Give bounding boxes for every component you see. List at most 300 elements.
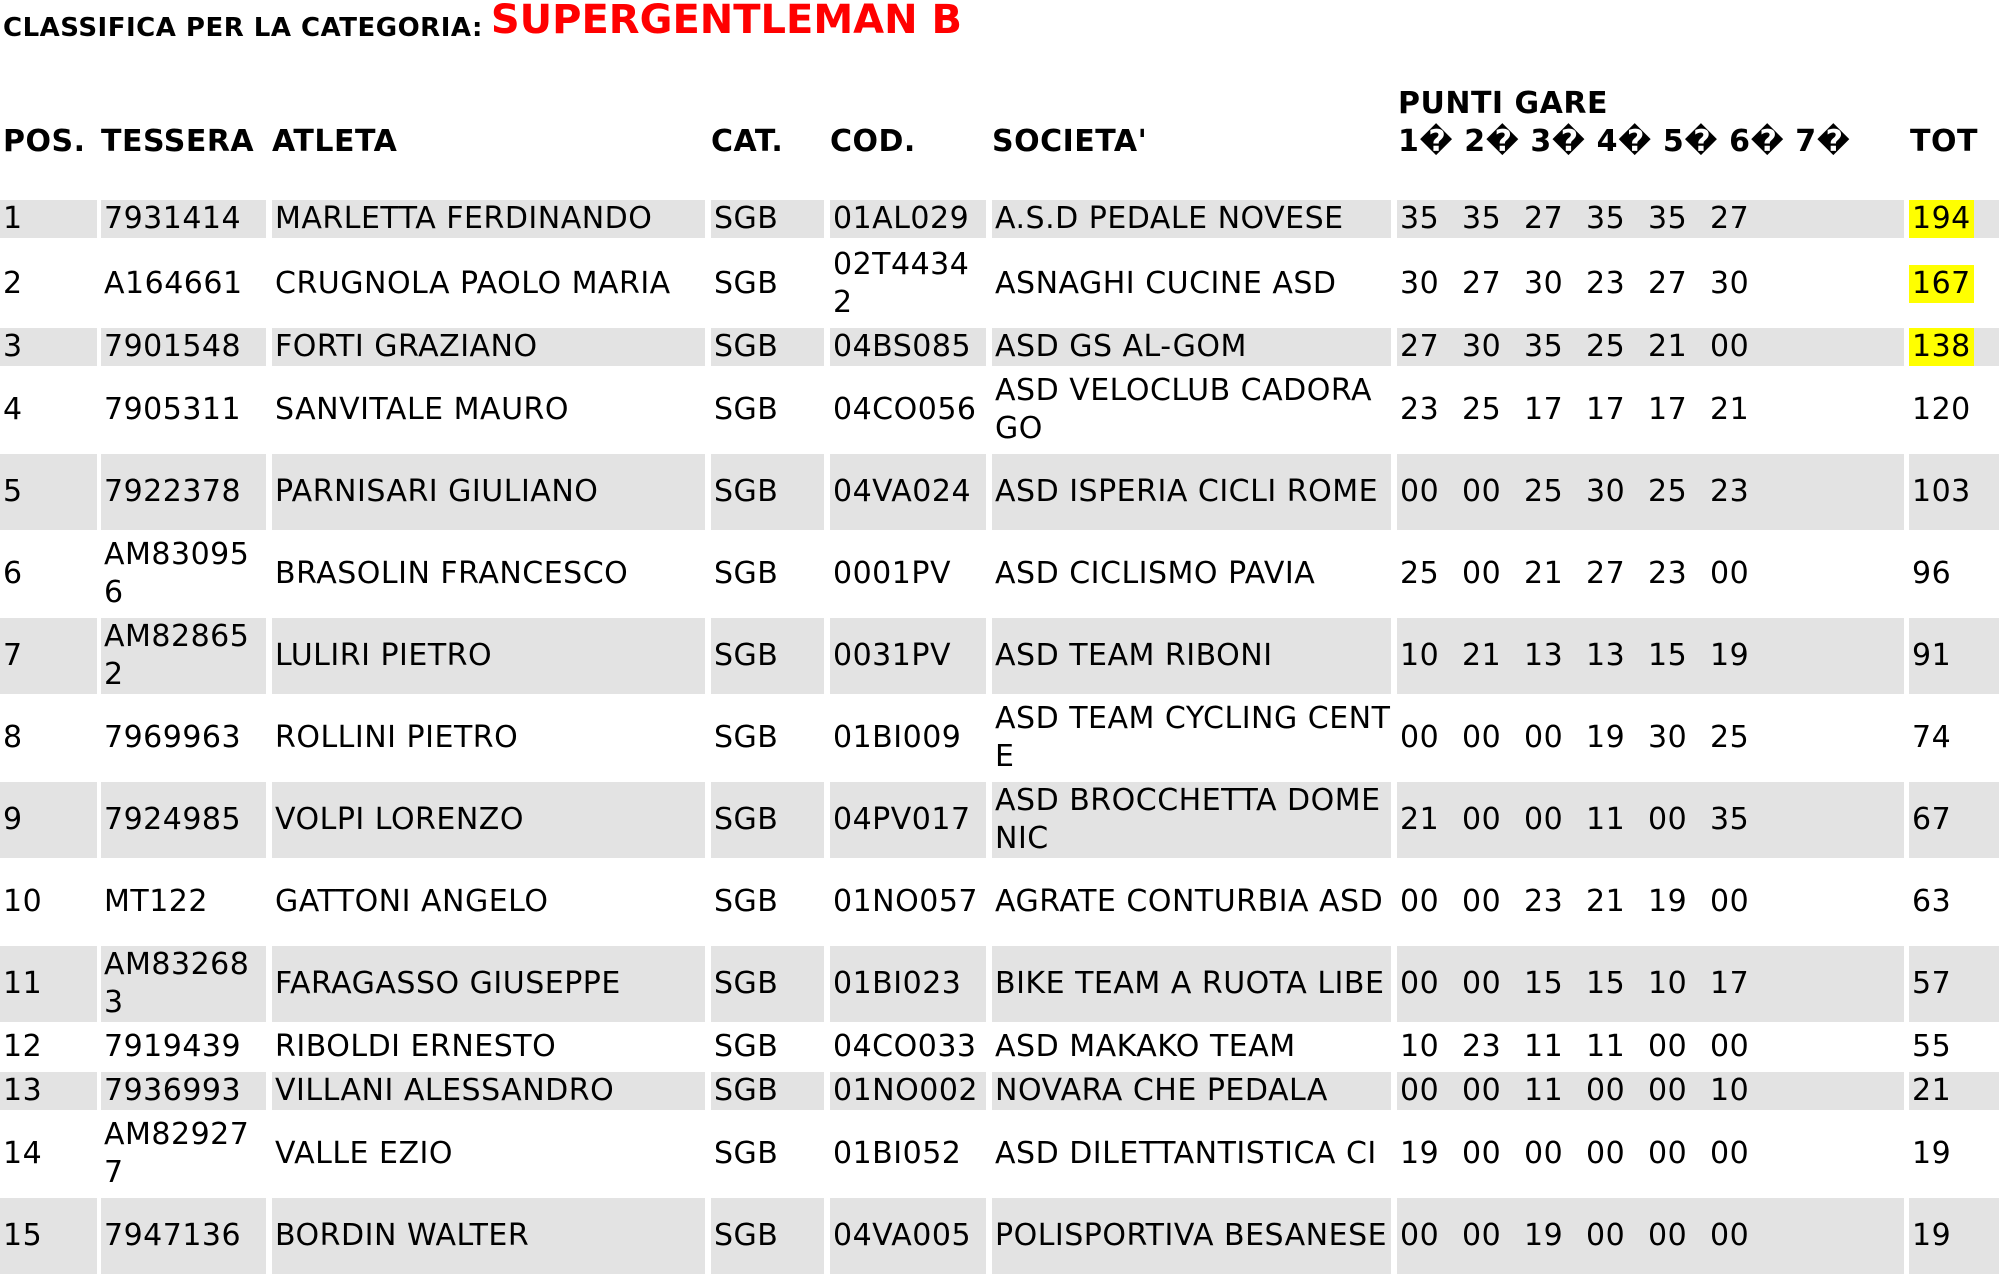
cell-atleta <box>272 864 705 940</box>
cell-atleta <box>272 618 705 694</box>
race-points: 00 <box>1400 720 1440 755</box>
cell-cod <box>830 372 986 448</box>
race-points: 00 <box>1462 1218 1502 1253</box>
table-row <box>0 700 1999 776</box>
cell-societa <box>992 1072 1391 1110</box>
table-row <box>0 536 1999 612</box>
societa-value: ASD DILETTANTISTICA CI <box>995 1136 1377 1171</box>
cod-value: 04BS085 <box>833 329 972 364</box>
cell-cat <box>711 782 824 858</box>
cod-value: 01AL029 <box>833 201 970 236</box>
tot-value: 21 <box>1912 1073 1952 1108</box>
race-points: 25 <box>1400 556 1440 591</box>
race-points: 27 <box>1462 266 1502 301</box>
cell-tessera <box>101 200 266 238</box>
race-points: 21 <box>1648 329 1688 364</box>
race-points: 35 <box>1400 201 1440 236</box>
punti-value <box>1400 965 1772 1003</box>
cell-cat <box>711 700 824 776</box>
cell-cat <box>711 200 824 238</box>
cell-tessera <box>101 1198 266 1274</box>
cell-tessera <box>101 536 266 612</box>
tessera-value: A164661 <box>104 266 243 301</box>
race-points: 00 <box>1400 1073 1440 1108</box>
category-name: SUPERGENTLEMAN B <box>490 0 962 43</box>
cell-tot <box>1909 700 1999 776</box>
cod-value: 01BI023 <box>833 966 962 1001</box>
race-points: 00 <box>1462 966 1502 1001</box>
race-points: 00 <box>1586 1218 1626 1253</box>
cell-tot <box>1909 454 1999 530</box>
cod-value: 04VA005 <box>833 1218 972 1253</box>
cell-tot <box>1909 1116 1999 1192</box>
cat-value: SGB <box>714 966 779 1001</box>
tot-value: 91 <box>1912 638 1952 673</box>
cell-atleta <box>272 200 705 238</box>
header-pos: POS. <box>3 124 86 159</box>
cell-atleta <box>272 536 705 612</box>
race-points: 00 <box>1462 556 1502 591</box>
cell-punti <box>1397 1198 1904 1274</box>
race-points: 21 <box>1462 638 1502 673</box>
pos-value: 5 <box>3 474 23 509</box>
cat-value: SGB <box>714 392 779 427</box>
cell-cat <box>711 618 824 694</box>
cell-societa <box>992 328 1391 366</box>
tessera-value: MT122 <box>104 884 208 919</box>
cell-cod <box>830 1028 986 1066</box>
cell-cod <box>830 200 986 238</box>
table-row <box>0 372 1999 448</box>
cell-tot <box>1909 946 1999 1022</box>
cell-cat <box>711 1028 824 1066</box>
tot-value: 96 <box>1912 556 1952 591</box>
pos-value: 3 <box>3 329 23 364</box>
race-points: 25 <box>1648 474 1688 509</box>
cell-cat <box>711 536 824 612</box>
race-points: 00 <box>1524 720 1564 755</box>
cell-atleta <box>272 1198 705 1274</box>
cell-pos <box>0 1198 97 1274</box>
tot-value: 55 <box>1912 1029 1952 1064</box>
tessera-value: AM828652 <box>104 619 250 692</box>
cell-cod <box>830 864 986 940</box>
cell-pos <box>0 1072 97 1110</box>
cell-punti <box>1397 946 1904 1022</box>
pos-value: 2 <box>3 266 23 301</box>
cell-cat <box>711 1116 824 1192</box>
pos-value: 4 <box>3 392 23 427</box>
race-points: 30 <box>1524 266 1564 301</box>
cell-cod <box>830 1116 986 1192</box>
cell-societa <box>992 246 1391 322</box>
race-points: 00 <box>1586 1136 1626 1171</box>
cell-tot <box>1909 1072 1999 1110</box>
race-points: 00 <box>1710 556 1750 591</box>
race-points: 13 <box>1586 638 1626 673</box>
societa-value: BIKE TEAM A RUOTA LIBE <box>995 966 1385 1001</box>
pos-value: 6 <box>3 556 23 591</box>
race-points: 30 <box>1710 266 1750 301</box>
societa-value: AGRATE CONTURBIA ASD <box>995 884 1384 919</box>
punti-value <box>1400 473 1772 511</box>
tot-value: 67 <box>1912 802 1952 837</box>
race-points: 00 <box>1710 1218 1750 1253</box>
cod-value: 01BI052 <box>833 1136 962 1171</box>
tot-value: 57 <box>1912 966 1952 1001</box>
cell-pos <box>0 782 97 858</box>
atleta-value: ROLLINI PIETRO <box>275 720 519 755</box>
tot-highlight: 138 <box>1909 328 1974 366</box>
race-points: 10 <box>1400 1029 1440 1064</box>
cat-value: SGB <box>714 638 779 673</box>
cell-pos <box>0 1028 97 1066</box>
title-label: CLASSIFICA PER LA CATEGORIA: <box>3 13 483 43</box>
cell-atleta <box>272 700 705 776</box>
cell-societa <box>992 700 1391 776</box>
race-points: 17 <box>1648 392 1688 427</box>
societa-value: ASD GS AL-GOM <box>995 329 1247 364</box>
cell-tessera <box>101 618 266 694</box>
race-points: 00 <box>1586 1073 1626 1108</box>
header-cod: COD. <box>830 124 916 159</box>
cell-societa <box>992 618 1391 694</box>
cell-cod <box>830 782 986 858</box>
race-points: 11 <box>1524 1073 1564 1108</box>
cell-tessera <box>101 1028 266 1066</box>
punti-value <box>1400 265 1772 303</box>
race-points: 11 <box>1586 1029 1626 1064</box>
cod-value: 04CO056 <box>833 392 977 427</box>
race-points: 00 <box>1710 1029 1750 1064</box>
punti-value <box>1400 801 1772 839</box>
atleta-value: PARNISARI GIULIANO <box>275 474 599 509</box>
cell-atleta <box>272 946 705 1022</box>
cell-atleta <box>272 782 705 858</box>
race-points: 19 <box>1710 638 1750 673</box>
cell-atleta <box>272 454 705 530</box>
societa-value: ASNAGHI CUCINE ASD <box>995 266 1337 301</box>
race-points: 10 <box>1710 1073 1750 1108</box>
table-row <box>0 1028 1999 1066</box>
header-punti-gare: PUNTI GARE <box>1398 86 1608 121</box>
tessera-value: 7924985 <box>104 802 242 837</box>
cod-value: 01NO002 <box>833 1073 978 1108</box>
cell-tessera <box>101 1116 266 1192</box>
race-points: 17 <box>1710 966 1750 1001</box>
table-row <box>0 864 1999 940</box>
race-points: 00 <box>1648 802 1688 837</box>
cell-cod <box>830 454 986 530</box>
cell-tot <box>1909 246 1999 322</box>
page-title <box>3 0 962 42</box>
race-points: 15 <box>1586 966 1626 1001</box>
header-atleta: ATLETA <box>272 124 398 159</box>
pos-value: 14 <box>3 1136 43 1171</box>
punti-value <box>1400 328 1772 366</box>
cell-cod <box>830 1072 986 1110</box>
cell-cat <box>711 246 824 322</box>
race-points: 00 <box>1400 966 1440 1001</box>
cell-punti <box>1397 454 1904 530</box>
table-row <box>0 782 1999 858</box>
cell-atleta <box>272 246 705 322</box>
race-points: 30 <box>1462 329 1502 364</box>
cell-cat <box>711 946 824 1022</box>
cell-punti <box>1397 1116 1904 1192</box>
cell-cod <box>830 618 986 694</box>
race-points: 11 <box>1586 802 1626 837</box>
table-row <box>0 246 1999 322</box>
atleta-value: BRASOLIN FRANCESCO <box>275 556 629 591</box>
cell-pos <box>0 246 97 322</box>
cell-pos <box>0 328 97 366</box>
punti-value <box>1400 391 1772 429</box>
atleta-value: VOLPI LORENZO <box>275 802 524 837</box>
cell-tot <box>1909 618 1999 694</box>
cat-value: SGB <box>714 884 779 919</box>
table-row <box>0 454 1999 530</box>
race-points: 00 <box>1710 329 1750 364</box>
cell-tot <box>1909 1198 1999 1274</box>
atleta-value: FORTI GRAZIANO <box>275 329 538 364</box>
pos-value: 1 <box>3 201 23 236</box>
cod-value: 04VA024 <box>833 474 972 509</box>
cell-societa <box>992 864 1391 940</box>
race-points: 19 <box>1648 884 1688 919</box>
cat-value: SGB <box>714 266 779 301</box>
cell-societa <box>992 200 1391 238</box>
race-points: 23 <box>1710 474 1750 509</box>
cell-tessera <box>101 454 266 530</box>
cell-punti <box>1397 536 1904 612</box>
cell-societa <box>992 946 1391 1022</box>
cell-punti <box>1397 372 1904 448</box>
tessera-value: 7922378 <box>104 474 242 509</box>
race-points: 21 <box>1586 884 1626 919</box>
race-points: 27 <box>1648 266 1688 301</box>
cat-value: SGB <box>714 1218 779 1253</box>
race-points: 00 <box>1524 802 1564 837</box>
cell-societa <box>992 1116 1391 1192</box>
race-points: 25 <box>1710 720 1750 755</box>
table-row <box>0 200 1999 238</box>
cell-tessera <box>101 328 266 366</box>
cell-pos <box>0 618 97 694</box>
cell-tot <box>1909 1028 1999 1066</box>
tot-value: 19 <box>1912 1218 1952 1253</box>
cell-pos <box>0 372 97 448</box>
cod-value: 04CO033 <box>833 1029 977 1064</box>
race-points: 23 <box>1462 1029 1502 1064</box>
cell-tot <box>1909 328 1999 366</box>
table-row <box>0 946 1999 1022</box>
race-points: 21 <box>1524 556 1564 591</box>
tessera-value: 7969963 <box>104 720 242 755</box>
race-points: 10 <box>1400 638 1440 673</box>
societa-value: ASD VELOCLUB CADORAGO <box>995 373 1373 446</box>
tot-value: 19 <box>1912 1136 1952 1171</box>
cell-atleta <box>272 372 705 448</box>
tessera-value: 7901548 <box>104 329 242 364</box>
race-points: 23 <box>1586 266 1626 301</box>
cell-pos <box>0 454 97 530</box>
race-points: 25 <box>1524 474 1564 509</box>
race-points: 21 <box>1400 802 1440 837</box>
atleta-value: BORDIN WALTER <box>275 1218 530 1253</box>
tessera-value: 7947136 <box>104 1218 242 1253</box>
societa-value: ASD TEAM CYCLING CENTE <box>995 701 1391 774</box>
punti-value <box>1400 1028 1772 1066</box>
societa-value: ASD CICLISMO PAVIA <box>995 556 1316 591</box>
cat-value: SGB <box>714 720 779 755</box>
cell-societa <box>992 536 1391 612</box>
cell-punti <box>1397 864 1904 940</box>
pos-value: 7 <box>3 638 23 673</box>
tessera-value: 7936993 <box>104 1073 242 1108</box>
race-points: 30 <box>1400 266 1440 301</box>
punti-value <box>1400 883 1772 921</box>
race-points: 35 <box>1524 329 1564 364</box>
pos-value: 15 <box>3 1218 43 1253</box>
pos-value: 13 <box>3 1073 43 1108</box>
race-points: 00 <box>1462 720 1502 755</box>
cat-value: SGB <box>714 1136 779 1171</box>
table-row <box>0 618 1999 694</box>
cell-societa <box>992 1198 1391 1274</box>
race-points: 25 <box>1462 392 1502 427</box>
race-points: 15 <box>1648 638 1688 673</box>
cell-societa <box>992 782 1391 858</box>
cell-pos <box>0 864 97 940</box>
cell-punti <box>1397 200 1904 238</box>
race-points: 23 <box>1648 556 1688 591</box>
cell-pos <box>0 700 97 776</box>
cell-cod <box>830 1198 986 1274</box>
atleta-value: VALLE EZIO <box>275 1136 454 1171</box>
cat-value: SGB <box>714 201 779 236</box>
cod-value: 0031PV <box>833 638 951 673</box>
cell-tot <box>1909 200 1999 238</box>
tessera-value: AM832683 <box>104 947 250 1020</box>
cell-cod <box>830 700 986 776</box>
race-points: 00 <box>1400 474 1440 509</box>
cell-atleta <box>272 1072 705 1110</box>
cell-cod <box>830 246 986 322</box>
atleta-value: RIBOLDI ERNESTO <box>275 1029 557 1064</box>
race-points: 30 <box>1648 720 1688 755</box>
race-points: 17 <box>1586 392 1626 427</box>
cell-cat <box>711 864 824 940</box>
cell-pos <box>0 536 97 612</box>
atleta-value: CRUGNOLA PAOLO MARIA <box>275 266 671 301</box>
punti-value <box>1400 637 1772 675</box>
pos-value: 11 <box>3 966 43 1001</box>
punti-value <box>1400 719 1772 757</box>
cat-value: SGB <box>714 1073 779 1108</box>
cell-pos <box>0 1116 97 1192</box>
race-points: 21 <box>1710 392 1750 427</box>
atleta-value: LULIRI PIETRO <box>275 638 493 673</box>
race-points: 13 <box>1524 638 1564 673</box>
cell-cod <box>830 946 986 1022</box>
cell-societa <box>992 372 1391 448</box>
pos-value: 9 <box>3 802 23 837</box>
cell-tessera <box>101 372 266 448</box>
cell-punti <box>1397 328 1904 366</box>
header-tessera: TESSERA <box>101 124 255 159</box>
race-points: 23 <box>1524 884 1564 919</box>
race-points: 30 <box>1586 474 1626 509</box>
race-points: 17 <box>1524 392 1564 427</box>
header-races: 1� 2� 3� 4� 5� 6� 7� <box>1398 124 1851 159</box>
race-points: 27 <box>1710 201 1750 236</box>
cod-value: 01NO057 <box>833 884 978 919</box>
race-points: 35 <box>1648 201 1688 236</box>
tessera-value: 7905311 <box>104 392 242 427</box>
race-points: 27 <box>1524 201 1564 236</box>
cell-tot <box>1909 864 1999 940</box>
cell-punti <box>1397 618 1904 694</box>
cell-punti <box>1397 782 1904 858</box>
societa-value: ASD BROCCHETTA DOMENIC <box>995 783 1381 856</box>
header-tot: TOT <box>1910 124 1978 159</box>
societa-value: ASD MAKAKO TEAM <box>995 1029 1296 1064</box>
tot-value: 103 <box>1912 474 1971 509</box>
cell-atleta <box>272 328 705 366</box>
societa-value: ASD TEAM RIBONI <box>995 638 1273 673</box>
cell-tot <box>1909 536 1999 612</box>
race-points: 25 <box>1586 329 1626 364</box>
cell-cat <box>711 1198 824 1274</box>
race-points: 10 <box>1648 966 1688 1001</box>
punti-value <box>1400 1217 1772 1255</box>
pos-value: 12 <box>3 1029 43 1064</box>
cat-value: SGB <box>714 1029 779 1064</box>
punti-value <box>1400 555 1772 593</box>
atleta-value: MARLETTA FERDINANDO <box>275 201 653 236</box>
race-points: 35 <box>1586 201 1626 236</box>
societa-value: POLISPORTIVA BESANESE <box>995 1218 1388 1253</box>
race-points: 00 <box>1400 1218 1440 1253</box>
race-points: 00 <box>1648 1218 1688 1253</box>
header-societa: SOCIETA' <box>992 124 1148 159</box>
cod-value: 02T44342 <box>833 247 970 320</box>
cell-societa <box>992 454 1391 530</box>
race-points: 00 <box>1462 474 1502 509</box>
cell-cat <box>711 454 824 530</box>
race-points: 27 <box>1400 329 1440 364</box>
race-points: 00 <box>1524 1136 1564 1171</box>
cod-value: 04PV017 <box>833 802 971 837</box>
atleta-value: FARAGASSO GIUSEPPE <box>275 966 621 1001</box>
race-points: 15 <box>1524 966 1564 1001</box>
cell-punti <box>1397 246 1904 322</box>
tot-highlight: 194 <box>1909 200 1974 238</box>
tessera-value: AM829277 <box>104 1117 250 1190</box>
table-row <box>0 1116 1999 1192</box>
societa-value: ASD ISPERIA CICLI ROME <box>995 474 1379 509</box>
race-points: 00 <box>1462 884 1502 919</box>
tessera-value: 7919439 <box>104 1029 242 1064</box>
punti-value <box>1400 1135 1772 1173</box>
cell-atleta <box>272 1028 705 1066</box>
cell-societa <box>992 1028 1391 1066</box>
societa-value: A.S.D PEDALE NOVESE <box>995 201 1344 236</box>
cell-tot <box>1909 372 1999 448</box>
cod-value: 0001PV <box>833 556 951 591</box>
race-points: 27 <box>1586 556 1626 591</box>
